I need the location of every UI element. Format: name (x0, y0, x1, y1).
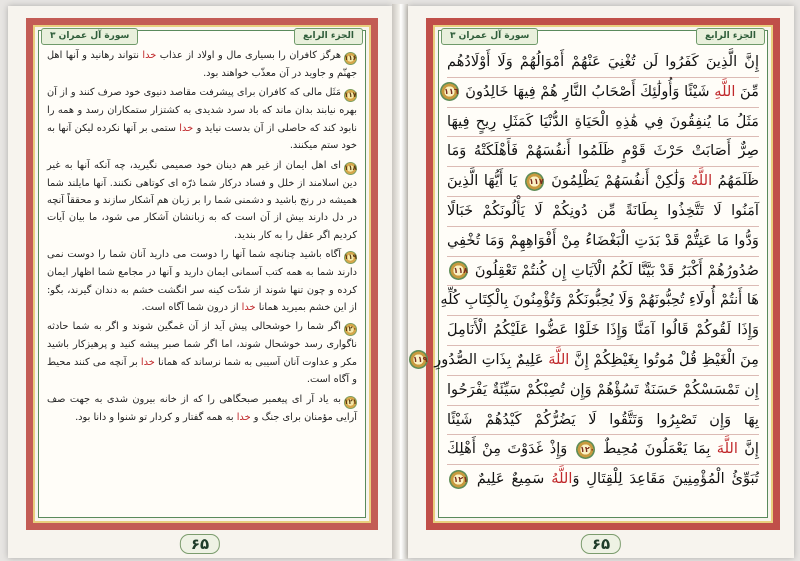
ayah-number-marker: ١١٨ (449, 261, 468, 280)
quran-line (447, 196, 759, 226)
line-divider (447, 136, 759, 137)
quran-text-segment: وَإِذْ غَدَوْتَ مِنْ أَهْلِكَ (447, 440, 574, 458)
line-divider (447, 375, 759, 376)
translation-text-segment: آگاه باشید چنانچه شما آنها را دوست می دارید آنان شما را دوست نمی دارند شما به همه کتب آسمانی ایمان دارید و آنها در مجامع شما اظهار ایمان کرده و چون تنها شوند از شدّت کینه سر انگشت خشم به دندان گیرند، بگو: از این خشم بمیرید همانا (47, 249, 357, 314)
translation-text-segment: مَثَل مالی که کافران برای پیشرفت مقاصد دنیوی خود صرف کنند و از آن بهره نیابند بدان ماند که باد سرد شدیدی به کشتزار ستمکاران رسد و همه را نابود کند که حاصلی از آن بدست نیاید و (47, 87, 357, 134)
line-divider (447, 107, 759, 108)
quran-line (447, 405, 759, 435)
quran-text-segment: وَلَٰكِنْ أَنفُسَهُمْ يَظْلِمُونَ (545, 172, 691, 190)
verse-number-marker: ۱۲۰ (344, 323, 357, 336)
page-number: ۶۵ (581, 534, 621, 554)
ayah-number-marker: ١١٩ (409, 350, 428, 369)
divine-name: خدا (236, 411, 251, 423)
ornamental-border (26, 18, 378, 530)
ornamental-border (412, 18, 780, 530)
left-page-translation (8, 6, 392, 558)
ayah-number-marker: ١١٧ (525, 172, 544, 191)
divine-name: اللَّهِ (714, 82, 736, 100)
divine-name: اللَّهُ (690, 172, 713, 190)
quran-text-segment: هَا أَنتُمْ أُولَاءِ تُحِبُّونَهُمْ وَلَا يُحِبُّونَكُمْ وَتُؤْمِنُونَ بِالْكِتَابِ كُلِّهِ (440, 291, 759, 309)
quran-text-segment: بِمَا يَعْمَلُونَ مُحِيطٌ (596, 440, 717, 458)
quran-text-segment: إِن تَمْسَسْكُمْ حَسَنَةٌ تَسُؤْهُمْ وَإِن تُصِبْكُمْ سَيِّئَةٌ يَفْرَحُوا (447, 380, 759, 398)
verse-number-marker: ۱۱۹ (344, 251, 357, 264)
quran-line (447, 136, 759, 166)
divine-name: اللَّهُ (551, 470, 573, 488)
quran-text-segment: مَثَلُ مَا يُنفِقُونَ فِي هَٰذِهِ الْحَيَاةِ الدُّنْيَا كَمَثَلِ رِيحٍ فِيهَا (447, 112, 759, 130)
page-number: ۶۵ (180, 534, 220, 554)
quran-text-segment: بِهَا وَإِن تَصْبِرُوا وَتَتَّقُوا لَا يَضُرُّكُمْ كَيْدُهُمْ شَيْئًا (447, 410, 759, 428)
ayah-number-marker: ١٢٠ (576, 440, 595, 459)
quran-text-segment: صُدُورُهُمْ أَكْبَرُ قَدْ بَيَّنَّا لَكُمُ الْآيَاتِ إِن كُنتُمْ تَعْقِلُونَ (470, 261, 759, 279)
verse-number-marker: ۱۲۱ (344, 396, 357, 409)
quran-text-segment: مِنَ الْغَيْظِ قُلْ مُوتُوا بِغَيْظِكُمْ إِنَّ (569, 350, 759, 368)
line-divider (447, 405, 759, 406)
quran-line (447, 166, 759, 196)
quran-line (412, 345, 759, 375)
translation-text-segment: ای اهل ایمان از غیر هم دینان خود صمیمی نگیرید، چه آنکه آنها به غیر دین اسلامند از خلل و فساد درکار شما ذرّه ای کوتاهی نکنند. آنها مایلند شما همیشه در رنج باشید و دشمنی شما را بر زبان هم آشکار سازند و محققاً آنچه در دل دارند بیش از آن است که به زبانشان آشکار می شود، ما بیان آیات کردیم اگر عقل را به کار بندید. (47, 159, 357, 241)
divine-name: اللَّهَ (716, 440, 738, 458)
line-divider (447, 434, 759, 435)
quran-line (447, 434, 759, 464)
quran-text-segment: يَا أَيُّهَا الَّذِينَ (447, 172, 523, 190)
surah-name-label: سورة آل عمران ٣ (41, 28, 138, 45)
quran-line (440, 285, 759, 315)
translation-text-segment: هرگز کافران را بسیاری مال و اولاد از عذاب (156, 50, 342, 61)
translation-paragraph (47, 84, 357, 154)
divine-name: اللَّهَ (548, 350, 570, 368)
line-divider (447, 464, 759, 465)
quran-line (447, 375, 759, 405)
translation-paragraph (47, 47, 357, 82)
divine-name: خدا (140, 356, 155, 368)
quran-line (447, 226, 759, 256)
juz-label: الجزء الرابع (696, 28, 765, 45)
line-divider (447, 226, 759, 227)
translation-text-segment: به همه گفتار و کردار تو شنوا و دانا بود. (75, 411, 237, 423)
quran-text-segment: إِنَّ (737, 440, 759, 458)
quran-text (412, 47, 759, 513)
line-divider (447, 196, 759, 197)
translation-text-segment: اگر شما را خوشحالی پیش آید از آن غمگین شوند و اگر به شما حادثه ناگواری رسد خوشحال شوند، اما اگر شما صبر پیشه کنید و پرهیزکار باشید مکر و عداوت آنان آسیبی به شما نرساند که همانا (47, 321, 358, 368)
quran-text-segment: مِّنَ (735, 82, 759, 100)
quran-text-segment: شَيْئًا وَأُولَٰئِكَ أَصْحَابُ النَّارِ هُمْ فِيهَا خَالِدُونَ (460, 82, 715, 100)
quran-text-segment: صِرٌّ أَصَابَتْ حَرْثَ قَوْمٍ ظَلَمُوا أَنفُسَهُمْ فَأَهْلَكَتْهُ وَمَا (447, 142, 759, 160)
quran-text-segment: وَدُّوا مَا عَنِتُّمْ قَدْ بَدَتِ الْبَغْضَاءُ مِنْ أَفْوَاهِهِمْ وَمَا تُخْفِي (447, 231, 759, 249)
divine-name: خدا (241, 302, 256, 314)
ayah-number-marker: ١١٦ (440, 82, 459, 101)
quran-line (447, 107, 759, 137)
line-divider (447, 345, 759, 346)
line-divider (447, 166, 759, 167)
quran-line (447, 315, 759, 345)
quran-text-segment: سَمِيعٌ عَلِيمٌ (470, 470, 552, 488)
line-divider (447, 315, 759, 316)
quran-text-segment: وَإِذَا لَقُوكُمْ قَالُوا آمَنَّا وَإِذَا خَلَوْا عَضُّوا عَلَيْكُمُ الْأَنَامِلَ (447, 321, 759, 339)
verse-number-marker: ۱۱۸ (344, 162, 357, 175)
translation-paragraph (47, 391, 357, 426)
translation-text-segment: به یاد آر ای پیغمبر صبحگاهی را که از خانه بیرون شدی به جهت صف آرایی مؤمنان برای جنگ و (47, 393, 357, 423)
quran-text-segment: ظَلَمَهُمُ (712, 172, 759, 190)
translation-text-segment: بر آنچه می کنند محیط و آگاه است. (47, 356, 357, 386)
divine-name: خدا (179, 122, 194, 134)
verse-number-marker: ۱۱۷ (344, 89, 357, 102)
surah-name-label: سورة آل عمران ٣ (441, 28, 538, 45)
translation-text (47, 47, 357, 513)
quran-text-segment: آمَنُوا لَا تَتَّخِذُوا بِطَانَةً مِّن دُونِكُمْ لَا يَأْلُونَكُمْ خَبَالًا (447, 201, 759, 219)
translation-paragraph (47, 157, 357, 245)
divine-name: خدا (142, 50, 157, 61)
translation-paragraph (47, 318, 357, 388)
line-divider (447, 256, 759, 257)
right-page-quran (408, 6, 794, 558)
translation-text-segment: نتواند رهانید و آنها اهل جهنّم و جاوید در آن معذّب خواهند بود. (47, 50, 357, 79)
verse-number-marker: ۱۱۶ (344, 52, 357, 65)
quran-line (447, 47, 759, 77)
quran-line (447, 256, 759, 286)
quran-text-segment: تُبَوِّئُ الْمُؤْمِنِينَ مَقَاعِدَ لِلْقِتَالِ وَ (572, 470, 759, 488)
ayah-number-marker: ١٢١ (449, 470, 468, 489)
quran-text-segment: إِنَّ الَّذِينَ كَفَرُوا لَن تُغْنِيَ عَنْهُمْ أَمْوَالُهُمْ وَلَا أَوْلَادُهُم (447, 53, 759, 70)
book-spine (392, 4, 408, 559)
translation-text-segment: ستمی بر آنها نکرده لیکن آنها به خود ستم میکنند. (47, 122, 357, 152)
line-divider (447, 77, 759, 78)
quran-text-segment: عَلِيمٌ بِذَاتِ الصُّدُورِ (429, 350, 549, 368)
quran-line (443, 77, 759, 107)
translation-paragraph (47, 246, 357, 316)
line-divider (447, 285, 759, 286)
quran-line (447, 464, 759, 494)
translation-text-segment: از درون شما آگاه است. (141, 302, 242, 314)
juz-label: الجزء الرابع (294, 28, 363, 45)
